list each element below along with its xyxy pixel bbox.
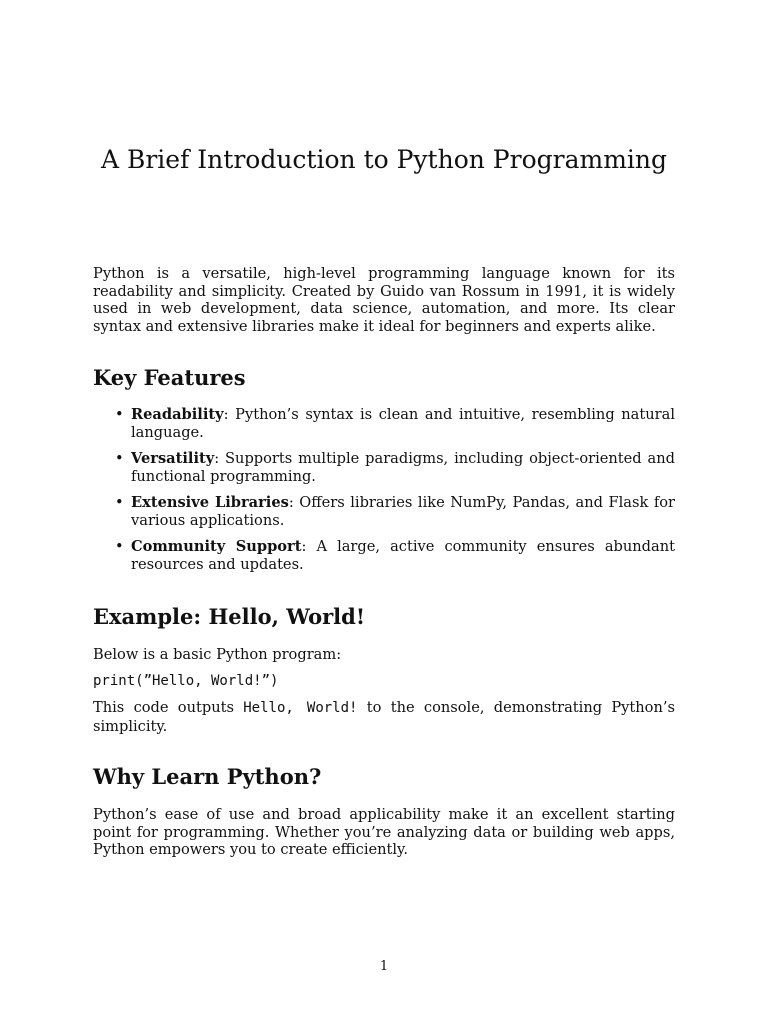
document-page [93,0,675,1024]
feature-text: : Python’s syntax is clean and intuitive, resembling natural language. [131,406,675,441]
code-snippet: print(”Hello, World!”) [93,673,279,689]
key-features-list [93,406,675,582]
feature-name: Versatility [131,450,215,467]
bullet-icon: • [115,538,124,555]
feature-text: : A large, active community ensures abundant resources and updates. [131,538,675,573]
bullet-icon: • [115,494,124,511]
bullet-icon: • [115,450,124,467]
example-description [93,699,675,735]
page-number: 1 [379,959,389,974]
example-heading: Example: Hello, World! [93,604,366,629]
feature-name: Readability [131,406,224,423]
list-item-community-support [93,538,675,573]
feature-name: Extensive Libraries [131,494,289,511]
description-text: This code outputs [93,699,244,716]
bullet-icon: • [115,406,124,423]
feature-name: Community Support [131,538,302,555]
inline-code: Hello, World! [243,700,358,716]
why-learn-heading: Why Learn Python? [93,764,322,789]
why-learn-paragraph: Python’s ease of use and broad applicability make it an excellent starting point for programming. Whether you’re analyzing data or building web apps, Python empowers you to create efficiently. [93,806,675,858]
description-text: to the console, demonstrating Python’s simplicity. [93,699,676,735]
feature-text: : Supports multiple paradigms, including object-oriented and functional programming. [131,450,675,485]
list-item-readability [93,406,675,441]
document-title: A Brief Introduction to Python Programming [100,145,667,174]
example-lead-text: Below is a basic Python program: [93,646,342,663]
feature-text: : Offers libraries like NumPy, Pandas, and Flask for various applications. [131,494,675,529]
list-item-versatility [93,450,675,485]
list-item-extensive-libraries [93,494,675,529]
intro-paragraph: Python is a versatile, high-level programming language known for its readability and simplicity. Created by Guido van Rossum in 1991, it is widely used in web development, data science, automation, and more. Its clear syntax and extensive libraries make it ideal for beginners and experts alike. [93,265,675,335]
key-features-heading: Key Features [93,365,246,390]
